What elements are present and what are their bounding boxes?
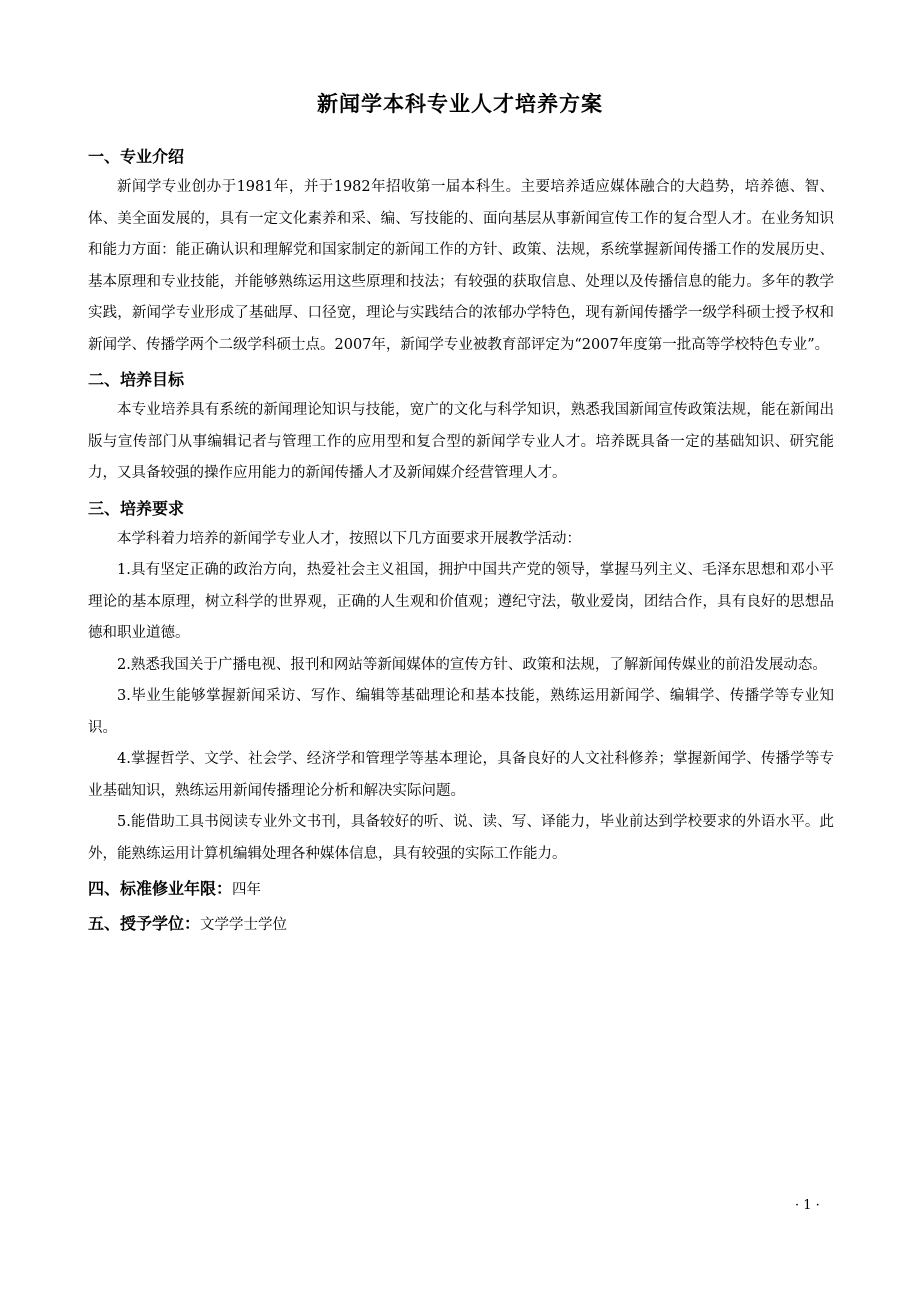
requirements-intro: 本学科着力培养的新闻学专业人才，按照以下几方面要求开展教学活动： xyxy=(117,530,581,547)
section-heading-goals: 二、培养目标 xyxy=(88,370,185,389)
section-heading-requirements: 三、培养要求 xyxy=(88,498,185,518)
duration-label: 四、标准修业年限： xyxy=(88,879,233,898)
requirement-item-3: 3.毕业生能够掌握新闻采访、写作、编辑等基础理论和基本技能，熟练运用新闻学、编辑学、传播学等专业知识。 xyxy=(88,688,834,736)
section-heading-intro: 一、专业介绍 xyxy=(88,147,185,166)
requirement-item-4: 4.掌握哲学、文学、社会学、经济学和管理学等基本理论，具备良好的人文社科修养；掌握新闻学、传播学等专业基础知识，熟练运用新闻传播理论分析和解决实际问题。 xyxy=(88,751,834,799)
section-heading-degree xyxy=(88,909,834,940)
document-body xyxy=(88,138,834,940)
goals-paragraph: 本专业培养具有系统的新闻理论知识与技能，宽广的文化与科学知识，熟悉我国新闻宣传政策法规，能在新闻出版与宣传部门从事编辑记者与管理工作的应用型和复合型的新闻学专业人才。培养既具备一定的基础知识、研究能力，又具备较强的操作应用能力的新闻传播人才及新闻媒介经营管理人才。 xyxy=(88,402,834,481)
intro-paragraph: 新闻学专业创办于1981年，并于1982年招收第一届本科生。主要培养适应媒体融合的大趋势，培养德、智、体、美全面发展的，具有一定文化素养和采、编、写技能的、面向基层从事新闻宣传工作的复合型人才。在业务知识和能力方面：能正确认识和理解党和国家制定的新闻工作的方针、政策、法规，系统掌握新闻传播工作的发展历史、基本原理和专业技能，并能够熟练运用这些原理和技法；有较强的获取信息、处理以及传播信息的能力。多年的教学实践，新闻学专业形成了基础厚、口径宽，理论与实践结合的浓郁办学特色，现有新闻传播学一级学科硕士授予权和新闻学、传播学两个二级学科硕士点。2007年，新闻学专业被教育部评定为“2007年度第一批高等学校特色专业”。 xyxy=(88,179,834,353)
section-heading-duration xyxy=(88,874,834,905)
page-number: · 1 · xyxy=(795,1198,820,1213)
requirement-item-2: 2.熟悉我国关于广播电视、报刊和网站等新闻媒体的宣传方针、政策和法规，了解新闻传媒业的前沿发展动态。 xyxy=(117,656,827,673)
requirement-item-1: 1.具有坚定正确的政治方向，热爱社会主义祖国，拥护中国共产党的领导，掌握马列主义、毛泽东思想和邓小平理论的基本原理，树立科学的世界观，正确的人生观和价值观；遵纪守法，敬业爱岗，团结合作，具有良好的思想品德和职业道德。 xyxy=(88,562,834,641)
duration-value: 四年 xyxy=(232,882,262,898)
degree-label: 五、授予学位： xyxy=(88,914,201,933)
requirement-item-5: 5.能借助工具书阅读专业外文书刊，具备较好的听、说、读、写、译能力，毕业前达到学校要求的外语水平。此外，能熟练运用计算机编辑处理各种媒体信息，具有较强的实际工作能力。 xyxy=(88,814,834,862)
page-title: 新闻学本科专业人才培养方案 xyxy=(317,92,603,116)
degree-value: 文学学士学位 xyxy=(200,917,288,933)
